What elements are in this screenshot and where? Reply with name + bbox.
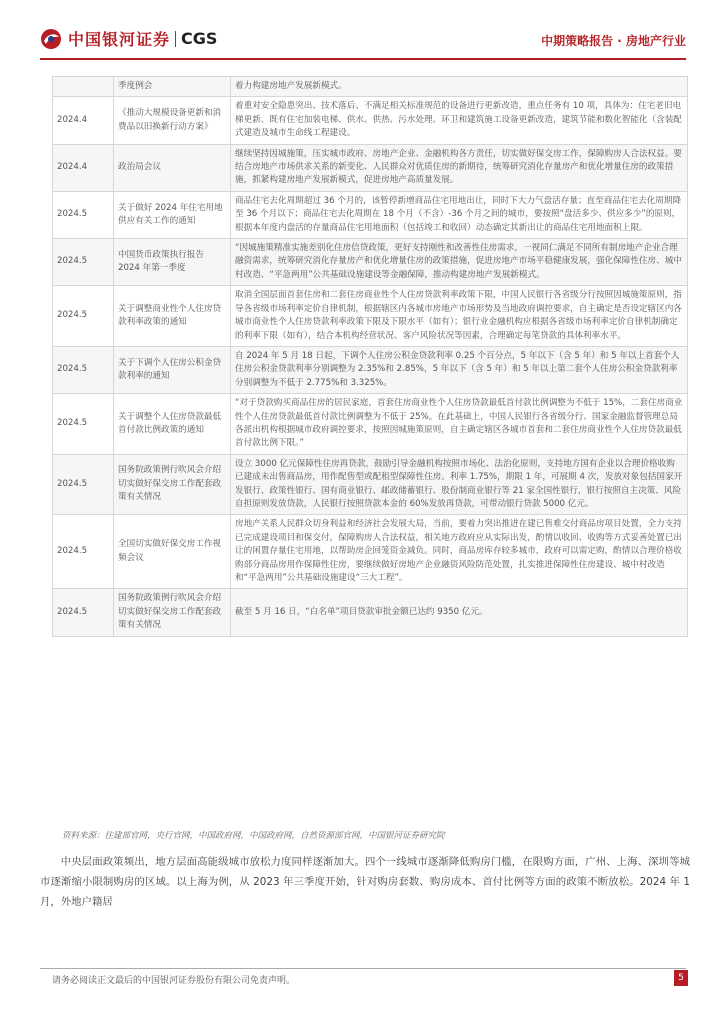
- table-row: [53, 454, 688, 515]
- policy-content: 设立 3000 亿元保障性住房再贷款，鼓励引导金融机构按照市场化、法治化原则，支持地方国有企业以合理价格收购已建成未出售商品房，用作配售型或配租型保障性住房。利率 1.75%，期限 1 年，可展期 4 次，发放对象包括国家开发银行、政策性银行、国有商业银行、邮政储蓄银行、股份制商业银行等 21 家全国性银行，银行按照自主决策、风险自担原则发放贷款，人民银行按照贷款本金的 60%发放再贷款，可带动银行贷款 5000 亿元。: [231, 454, 688, 515]
- policy-content: 截至 5 月 16 日，“白名单”项目贷款审批金额已达约 9350 亿元。: [231, 589, 688, 636]
- table-row: [53, 144, 688, 191]
- page-number: 5: [674, 970, 688, 986]
- policy-date: 2024.4: [53, 97, 114, 144]
- policy-content: 商品住宅去化周期超过 36 个月的，该暂停新增商品住宅用地出让，同时下大力气盘活存量；直至商品住宅去化周期降至 36 个月以下；商品住宅去化周期在 18 个月（不含）-36 个月之间的城市，要按照“盘活多少、供应多少”的原则，根据本年度内盘活的存量商品住宅用地面积（包括竣工和收回）动态确定其新出让的商品住宅用地面积上限。: [231, 191, 688, 238]
- policy-name: 关于下调个人住房公积金贷款利率的通知: [114, 346, 231, 393]
- policy-date: 2024.5: [53, 346, 114, 393]
- policy-content: “对于贷款购买商品住房的居民家庭，首套住房商业性个人住房贷款最低首付款比例调整为不低于 15%，二套住房商业性个人住房贷款最低首付款比例调整为不低于 25%。在此基础上，中国人民银行各省级分行、国家金融监督管理总局各派出机构根据城市政府调控要求，按照因城施策原则，自主确定辖区各城市首套和二套住房商业性个人住房贷款最低首付款比例下限。”: [231, 394, 688, 455]
- policy-name: 政治局会议: [114, 144, 231, 191]
- table-row: [53, 77, 688, 97]
- body-paragraph: 中央层面政策频出，地方层面高能级城市放松力度同样逐渐加大。四个一线城市逐渐降低购房门槛，在限购方面，广州、上海、深圳等城市逐渐缩小限制购房的区域。以上海为例，从 2023 年三季度开始，针对购房套数、购房成本、首付比例等方面的政策不断放松。2024 年 1 月，外地户籍居: [40, 856, 690, 908]
- logo: [40, 27, 217, 50]
- policy-date: 2024.5: [53, 394, 114, 455]
- report-title: 中期策略报告 · 房地产行业: [541, 34, 686, 48]
- table-row: [53, 346, 688, 393]
- policy-date: 2024.5: [53, 454, 114, 515]
- policy-name: 季度例会: [114, 77, 231, 97]
- logo-en-text: CGS: [181, 29, 218, 48]
- policy-content: 取消全国层面首套住房和二套住房商业性个人住房贷款利率政策下限，中国人民银行各省级分行按照因城施策原则，指导各省级市场利率定价自律机制，根据辖区内各城市房地产市场形势及当地政府调控要求，自主确定是否设定辖区内各城市商业性个人住房贷款利率政策下限及下限水平（如有）；银行业金融机构应根据各省级市场利率定价自律机制确定的利率下限（如有），结合本机构经营状况、客户风险状况等因素，合理确定每笔贷款的具体利率水平。: [231, 286, 688, 347]
- policy-name: 全国切实做好保交房工作视频会议: [114, 515, 231, 589]
- policy-date: 2024.5: [53, 286, 114, 347]
- policy-table-body: [53, 77, 688, 637]
- footer-disclaimer: 请务必阅读正文最后的中国银河证券股份有限公司免责声明。: [52, 976, 296, 986]
- policy-date: 2024.5: [53, 589, 114, 636]
- table-row: [53, 97, 688, 144]
- table-row: [53, 589, 688, 636]
- policy-date: 2024.4: [53, 144, 114, 191]
- policy-content: 继续坚持因城施策，压实城市政府、房地产企业、金融机构各方责任，切实做好保交房工作，保障购房人合法权益。要结合房地产市场供求关系的新变化、人民群众对优质住房的新期待，统筹研究消化存量房产和优化增量住房的政策措施，抓紧构建房地产发展新模式，促进房地产高质量发展。: [231, 144, 688, 191]
- logo-separator: [175, 31, 176, 47]
- policy-date: 2024.5: [53, 515, 114, 589]
- policy-name: 国务院政策例行吹风会介绍切实做好保交房工作配套政策有关情况: [114, 589, 231, 636]
- galaxy-logo-icon: [40, 28, 62, 50]
- table-row: [53, 394, 688, 455]
- policy-name: 关于调整个人住房贷款最低首付款比例政策的通知: [114, 394, 231, 455]
- policy-content: 着重对安全隐患突出、技术落后、不满足相关标准规范的设备进行更新改造，重点任务有 10 项，具体为：住宅老旧电梯更新、既有住宅加装电梯、供水、供热、污水处理、环卫和建筑施工设备更新改造，建筑节能和数化智能化（含装配式建造及城市生命线工程建设。: [231, 97, 688, 144]
- table-row: [53, 191, 688, 238]
- policy-content: 着力构建房地产发展新模式。: [231, 77, 688, 97]
- policy-table: [52, 76, 688, 637]
- table-row: [53, 515, 688, 589]
- policy-date: 2024.5: [53, 191, 114, 238]
- footer-divider: [40, 968, 686, 969]
- table-row: [53, 286, 688, 347]
- logo-cn-text: 中国银河证券: [68, 30, 171, 49]
- policy-name: 关于做好 2024 年住宅用地供应有关工作的通知: [114, 191, 231, 238]
- policy-date: 2024.5: [53, 239, 114, 286]
- policy-name: 《推动大规模设备更新和消费品以旧换新行动方案》: [114, 97, 231, 144]
- policy-content: “因城施策精准实施差别化住房信贷政策，更好支持刚性和改善性住房需求，一视同仁满足不同所有制房地产企业合理融资需求，统筹研究消化存量房产和优化增量住房的政策措施，促进房地产市场平稳健康发展，强化保障性住房、城中村改造、“平急两用”公共基础设施建设等金融保障，推动构建房地产发展新模式。: [231, 239, 688, 286]
- policy-name: 国务院政策例行吹风会介绍切实做好保交房工作配套政策有关情况: [114, 454, 231, 515]
- table-row: [53, 239, 688, 286]
- policy-content: 房地产关系人民群众切身利益和经济社会发展大局，当前，要着力突出推进在建已售难交付商品房项目处置，全力支持已完成建设项目和保交付，保障购房人合法权益，相关地方政府应从实际出发，酌情以收回、收购等方式妥善处置已出让的闲置存量住宅用地，以帮助房企回笼资金减负。同时，商品房库存较多城市，政府可以需定购，酌情以合理价格收购部分商品房用作保障性住房，要继续做好房地产企业融资风险防范处置，扎实推进保障性住房建设、城中村改造和“平急两用”公共基础设施建设“三大工程”。: [231, 515, 688, 589]
- policy-name: 关于调整商业性个人住房贷款利率政策的通知: [114, 286, 231, 347]
- page-header: [0, 0, 724, 60]
- policy-content: 自 2024 年 5 月 18 日起，下调个人住房公积金贷款利率 0.25 个百分点，5 年以下（含 5 年）和 5 年以上首套个人住房公积金贷款利率分别调整为 2.35%和 2.85%，5 年以下（含 5 年）和 5 年以上第二套个人住房公积金贷款利率分别调整为不低于 2.775%和 3.325%。: [231, 346, 688, 393]
- header-divider: [40, 58, 686, 60]
- policy-date: [53, 77, 114, 97]
- table-source: 资料来源：住建部官网，央行官网，中国政府网，中国政府网，自然资源部官网，中国银河证券研究院: [62, 831, 445, 841]
- policy-name: 中国货币政策执行报告 2024 年第一季度: [114, 239, 231, 286]
